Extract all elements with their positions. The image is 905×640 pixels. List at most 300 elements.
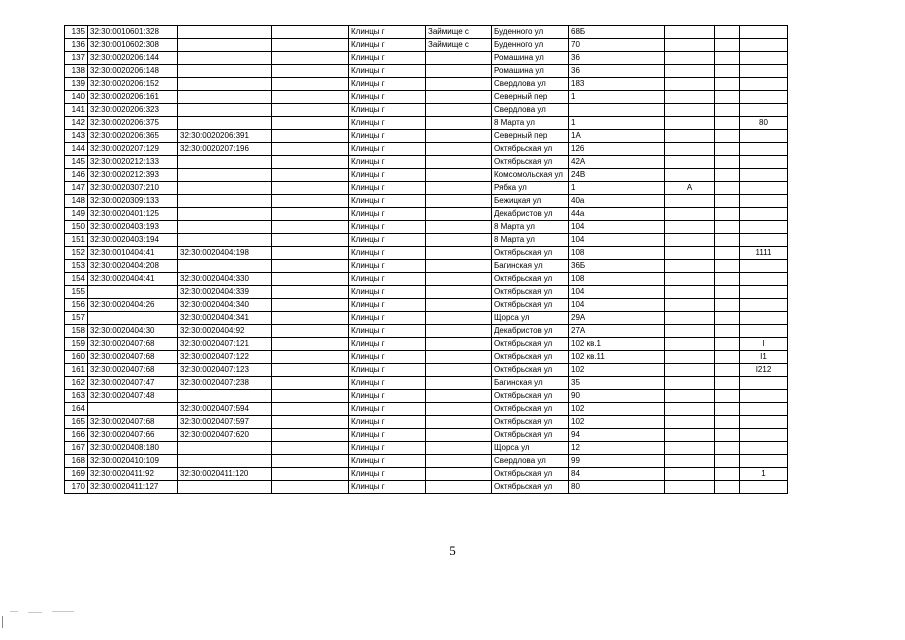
table-cell-col-3 xyxy=(272,130,349,143)
table-cell-col-2: 32:30:0020407:620 xyxy=(178,429,272,442)
table-cell-col-2: 32:30:0020407:238 xyxy=(178,377,272,390)
table-cell-col-2: 32:30:0020207:196 xyxy=(178,143,272,156)
table-cell-col-1: 32:30:0020206:161 xyxy=(88,91,178,104)
table-cell-col-0: 153 xyxy=(65,260,88,273)
table-cell-col-7: 24В xyxy=(569,169,665,182)
table-cell-col-10 xyxy=(740,208,788,221)
table-cell-col-10 xyxy=(740,169,788,182)
table-cell-col-9 xyxy=(715,234,740,247)
table-cell-col-3 xyxy=(272,182,349,195)
table-cell-col-0: 162 xyxy=(65,377,88,390)
table-cell-col-10: 1111 xyxy=(740,247,788,260)
table-cell-col-6: Ромашина ул xyxy=(492,65,569,78)
table-cell-col-3 xyxy=(272,351,349,364)
table-cell-col-3 xyxy=(272,325,349,338)
table-cell-col-1: 32:30:0020206:148 xyxy=(88,65,178,78)
table-cell-col-7: 183 xyxy=(569,78,665,91)
table-cell-col-4: Клинцы г xyxy=(349,442,426,455)
table-row xyxy=(65,65,788,78)
table-row xyxy=(65,377,788,390)
table-cell-col-5 xyxy=(426,234,492,247)
table-cell-col-8 xyxy=(665,299,715,312)
table-cell-col-8 xyxy=(665,260,715,273)
table-cell-col-3 xyxy=(272,416,349,429)
table-cell-col-2 xyxy=(178,234,272,247)
table-cell-col-3 xyxy=(272,143,349,156)
table-cell-col-2 xyxy=(178,156,272,169)
table-cell-col-9 xyxy=(715,130,740,143)
table-cell-col-4: Клинцы г xyxy=(349,208,426,221)
table-cell-col-7: 29А xyxy=(569,312,665,325)
table-row xyxy=(65,312,788,325)
table-cell-col-8 xyxy=(665,312,715,325)
table-cell-col-9 xyxy=(715,78,740,91)
table-cell-col-4: Клинцы г xyxy=(349,26,426,39)
table-cell-col-4: Клинцы г xyxy=(349,416,426,429)
table-cell-col-4: Клинцы г xyxy=(349,312,426,325)
table-cell-col-3 xyxy=(272,39,349,52)
table-cell-col-8 xyxy=(665,39,715,52)
table-cell-col-1: 32:30:0020407:68 xyxy=(88,364,178,377)
table-row xyxy=(65,117,788,130)
table-cell-col-0: 161 xyxy=(65,364,88,377)
table-row xyxy=(65,52,788,65)
table-cell-col-7: 102 xyxy=(569,416,665,429)
table-cell-col-1: 32:30:0020206:365 xyxy=(88,130,178,143)
table-cell-col-3 xyxy=(272,377,349,390)
table-cell-col-5 xyxy=(426,169,492,182)
scan-speck xyxy=(10,611,18,612)
table-cell-col-5 xyxy=(426,312,492,325)
table-cell-col-6: Октябрьская ул xyxy=(492,390,569,403)
table-cell-col-6: Буденного ул xyxy=(492,26,569,39)
table-cell-col-1: 32:30:0020410:109 xyxy=(88,455,178,468)
table-cell-col-1: 32:30:0020407:48 xyxy=(88,390,178,403)
table-cell-col-1: 32:30:0020407:66 xyxy=(88,429,178,442)
table-cell-col-6: Декабристов ул xyxy=(492,208,569,221)
table-cell-col-0: 152 xyxy=(65,247,88,260)
table-cell-col-7: 102 кв.1 xyxy=(569,338,665,351)
table-cell-col-8 xyxy=(665,468,715,481)
table-cell-col-10 xyxy=(740,377,788,390)
table-cell-col-3 xyxy=(272,78,349,91)
table-cell-col-9 xyxy=(715,260,740,273)
table-cell-col-9 xyxy=(715,65,740,78)
table-cell-col-3 xyxy=(272,429,349,442)
table-cell-col-9 xyxy=(715,208,740,221)
table-cell-col-1: 32:30:0020407:68 xyxy=(88,338,178,351)
table-cell-col-4: Клинцы г xyxy=(349,364,426,377)
table-cell-col-10 xyxy=(740,390,788,403)
table-cell-col-5 xyxy=(426,364,492,377)
table-cell-col-1 xyxy=(88,286,178,299)
table-row xyxy=(65,286,788,299)
table-cell-col-10 xyxy=(740,221,788,234)
table-cell-col-0: 137 xyxy=(65,52,88,65)
table-cell-col-0: 144 xyxy=(65,143,88,156)
table-cell-col-1: 32:30:0010602:308 xyxy=(88,39,178,52)
table-cell-col-2 xyxy=(178,52,272,65)
table-cell-col-4: Клинцы г xyxy=(349,78,426,91)
table-cell-col-8 xyxy=(665,234,715,247)
table-cell-col-0: 146 xyxy=(65,169,88,182)
table-cell-col-2: 32:30:0020404:341 xyxy=(178,312,272,325)
table-cell-col-7: 84 xyxy=(569,468,665,481)
table-cell-col-1: 32:30:0020404:26 xyxy=(88,299,178,312)
table-row xyxy=(65,416,788,429)
table-cell-col-6: 8 Марта ул xyxy=(492,221,569,234)
table-cell-col-4: Клинцы г xyxy=(349,117,426,130)
table-cell-col-9 xyxy=(715,377,740,390)
table-cell-col-7: 102 кв.11 xyxy=(569,351,665,364)
table-cell-col-10 xyxy=(740,312,788,325)
table-cell-col-3 xyxy=(272,286,349,299)
table-cell-col-7: 108 xyxy=(569,247,665,260)
table-cell-col-5 xyxy=(426,442,492,455)
table-cell-col-10 xyxy=(740,299,788,312)
table-cell-col-3 xyxy=(272,390,349,403)
table-cell-col-5 xyxy=(426,338,492,351)
table-cell-col-2: 32:30:0020404:330 xyxy=(178,273,272,286)
table-cell-col-5 xyxy=(426,286,492,299)
table-cell-col-0: 163 xyxy=(65,390,88,403)
table-cell-col-10 xyxy=(740,143,788,156)
table-cell-col-6: Щорса ул xyxy=(492,312,569,325)
table-cell-col-5 xyxy=(426,78,492,91)
table-cell-col-9 xyxy=(715,156,740,169)
table-cell-col-0: 135 xyxy=(65,26,88,39)
table-cell-col-9 xyxy=(715,143,740,156)
table-cell-col-2 xyxy=(178,117,272,130)
property-register-table xyxy=(64,25,788,494)
table-cell-col-9 xyxy=(715,26,740,39)
table-cell-col-6: Октябрьская ул xyxy=(492,468,569,481)
table-cell-col-9 xyxy=(715,351,740,364)
table-row xyxy=(65,143,788,156)
table-cell-col-8 xyxy=(665,195,715,208)
table-cell-col-6: Северный пер xyxy=(492,130,569,143)
table-cell-col-8 xyxy=(665,52,715,65)
table-cell-col-9 xyxy=(715,416,740,429)
table-cell-col-1: 32:30:0020206:152 xyxy=(88,78,178,91)
table-cell-col-5 xyxy=(426,195,492,208)
table-cell-col-3 xyxy=(272,26,349,39)
table-cell-col-0: 164 xyxy=(65,403,88,416)
table-cell-col-7: 94 xyxy=(569,429,665,442)
table-cell-col-9 xyxy=(715,403,740,416)
table-cell-col-10 xyxy=(740,429,788,442)
table-cell-col-6: Октябрьская ул xyxy=(492,247,569,260)
table-cell-col-1: 32:30:0020411:92 xyxy=(88,468,178,481)
page-number: 5 xyxy=(449,543,456,558)
table-cell-col-10 xyxy=(740,260,788,273)
table-cell-col-3 xyxy=(272,91,349,104)
table-cell-col-6: 8 Марта ул xyxy=(492,234,569,247)
table-cell-col-0: 150 xyxy=(65,221,88,234)
table-cell-col-6: Октябрьская ул xyxy=(492,416,569,429)
table-cell-col-10 xyxy=(740,481,788,494)
table-cell-col-3 xyxy=(272,221,349,234)
table-cell-col-2 xyxy=(178,260,272,273)
table-cell-col-9 xyxy=(715,455,740,468)
table-cell-col-9 xyxy=(715,364,740,377)
table-row xyxy=(65,351,788,364)
table-cell-col-5 xyxy=(426,377,492,390)
table-cell-col-4: Клинцы г xyxy=(349,91,426,104)
scan-speck xyxy=(28,612,42,613)
table-cell-col-0: 147 xyxy=(65,182,88,195)
table-row xyxy=(65,130,788,143)
table-cell-col-6: Октябрьская ул xyxy=(492,364,569,377)
table-cell-col-3 xyxy=(272,65,349,78)
table-cell-col-7: 126 xyxy=(569,143,665,156)
table-cell-col-1: 32:30:0020212:393 xyxy=(88,169,178,182)
table-cell-col-8 xyxy=(665,65,715,78)
table-cell-col-4: Клинцы г xyxy=(349,195,426,208)
table-cell-col-10 xyxy=(740,442,788,455)
table-cell-col-0: 168 xyxy=(65,455,88,468)
table-cell-col-9 xyxy=(715,299,740,312)
table-cell-col-7: 36 xyxy=(569,65,665,78)
table-cell-col-2 xyxy=(178,390,272,403)
table-cell-col-4: Клинцы г xyxy=(349,169,426,182)
table-cell-col-3 xyxy=(272,195,349,208)
table-cell-col-4: Клинцы г xyxy=(349,338,426,351)
table-cell-col-2 xyxy=(178,26,272,39)
table-cell-col-1: 32:30:0020403:193 xyxy=(88,221,178,234)
table-cell-col-2 xyxy=(178,104,272,117)
table-cell-col-10: I1 xyxy=(740,351,788,364)
table-cell-col-3 xyxy=(272,312,349,325)
table-cell-col-5 xyxy=(426,91,492,104)
table-cell-col-3 xyxy=(272,338,349,351)
table-cell-col-0: 160 xyxy=(65,351,88,364)
table-cell-col-0: 148 xyxy=(65,195,88,208)
table-cell-col-5 xyxy=(426,455,492,468)
table-cell-col-0: 138 xyxy=(65,65,88,78)
table-cell-col-9 xyxy=(715,338,740,351)
table-cell-col-4: Клинцы г xyxy=(349,104,426,117)
table-cell-col-1: 32:30:0010404:41 xyxy=(88,247,178,260)
table-cell-col-4: Клинцы г xyxy=(349,481,426,494)
table-cell-col-4: Клинцы г xyxy=(349,234,426,247)
table-cell-col-10 xyxy=(740,156,788,169)
table-row xyxy=(65,39,788,52)
table-cell-col-0: 156 xyxy=(65,299,88,312)
table-row xyxy=(65,26,788,39)
table-row xyxy=(65,364,788,377)
table-cell-col-10 xyxy=(740,104,788,117)
table-cell-col-8 xyxy=(665,429,715,442)
table-cell-col-1: 32:30:0020404:30 xyxy=(88,325,178,338)
table-cell-col-5 xyxy=(426,208,492,221)
table-cell-col-6: Рябка ул xyxy=(492,182,569,195)
table-cell-col-3 xyxy=(272,403,349,416)
table-row xyxy=(65,221,788,234)
table-cell-col-7: 90 xyxy=(569,390,665,403)
table-cell-col-1: 32:30:0020207:129 xyxy=(88,143,178,156)
table-row xyxy=(65,234,788,247)
table-cell-col-3 xyxy=(272,364,349,377)
table-cell-col-5 xyxy=(426,416,492,429)
table-cell-col-4: Клинцы г xyxy=(349,299,426,312)
table-cell-col-2: 32:30:0020407:123 xyxy=(178,364,272,377)
table-cell-col-3 xyxy=(272,52,349,65)
table-cell-col-5 xyxy=(426,390,492,403)
table-cell-col-6: Октябрьская ул xyxy=(492,338,569,351)
table-cell-col-3 xyxy=(272,156,349,169)
table-cell-col-6: Октябрьская ул xyxy=(492,143,569,156)
table-row xyxy=(65,299,788,312)
table-cell-col-8 xyxy=(665,364,715,377)
table-cell-col-7: 104 xyxy=(569,286,665,299)
table-cell-col-8 xyxy=(665,481,715,494)
table-cell-col-6: Октябрьская ул xyxy=(492,299,569,312)
table-cell-col-2 xyxy=(178,182,272,195)
table-cell-col-2 xyxy=(178,78,272,91)
table-cell-col-9 xyxy=(715,286,740,299)
table-cell-col-6: Свердлова ул xyxy=(492,104,569,117)
table-cell-col-4: Клинцы г xyxy=(349,247,426,260)
table-cell-col-3 xyxy=(272,455,349,468)
table-cell-col-10 xyxy=(740,130,788,143)
table-cell-col-4: Клинцы г xyxy=(349,455,426,468)
table-cell-col-3 xyxy=(272,234,349,247)
table-cell-col-1: 32:30:0020212:133 xyxy=(88,156,178,169)
table-cell-col-6: Бежицкая ул xyxy=(492,195,569,208)
table-cell-col-10 xyxy=(740,234,788,247)
table-cell-col-10 xyxy=(740,78,788,91)
table-cell-col-5 xyxy=(426,156,492,169)
table-cell-col-4: Клинцы г xyxy=(349,429,426,442)
table-cell-col-9 xyxy=(715,481,740,494)
table-cell-col-4: Клинцы г xyxy=(349,221,426,234)
table-cell-col-8 xyxy=(665,390,715,403)
table-cell-col-9 xyxy=(715,442,740,455)
table-cell-col-8 xyxy=(665,247,715,260)
table-cell-col-10 xyxy=(740,455,788,468)
table-cell-col-5 xyxy=(426,221,492,234)
table-cell-col-4: Клинцы г xyxy=(349,403,426,416)
table-cell-col-2: 32:30:0020404:92 xyxy=(178,325,272,338)
table-cell-col-5: Займище с xyxy=(426,26,492,39)
table-cell-col-5 xyxy=(426,403,492,416)
table-cell-col-7: 27А xyxy=(569,325,665,338)
table-cell-col-8 xyxy=(665,442,715,455)
table-cell-col-10 xyxy=(740,286,788,299)
table-cell-col-5: Займище с xyxy=(426,39,492,52)
table-row xyxy=(65,91,788,104)
table-row xyxy=(65,442,788,455)
table-cell-col-7: 99 xyxy=(569,455,665,468)
table-cell-col-9 xyxy=(715,91,740,104)
table-cell-col-0: 149 xyxy=(65,208,88,221)
table-cell-col-7: 1 xyxy=(569,91,665,104)
table-cell-col-6: Октябрьская ул xyxy=(492,403,569,416)
table-cell-col-10 xyxy=(740,91,788,104)
table-cell-col-10 xyxy=(740,273,788,286)
table-cell-col-1: 32:30:0020403:194 xyxy=(88,234,178,247)
table-cell-col-1 xyxy=(88,312,178,325)
table-cell-col-0: 170 xyxy=(65,481,88,494)
table-cell-col-5 xyxy=(426,117,492,130)
table-cell-col-6: Ромашина ул xyxy=(492,52,569,65)
table-cell-col-0: 143 xyxy=(65,130,88,143)
table-cell-col-8 xyxy=(665,26,715,39)
table-row xyxy=(65,455,788,468)
table-cell-col-7: 1 xyxy=(569,182,665,195)
table-row xyxy=(65,104,788,117)
table-cell-col-5 xyxy=(426,273,492,286)
table-cell-col-8 xyxy=(665,455,715,468)
table-cell-col-0: 165 xyxy=(65,416,88,429)
table-cell-col-1: 32:30:0010601:328 xyxy=(88,26,178,39)
table-cell-col-8 xyxy=(665,338,715,351)
table-cell-col-7: 68Б xyxy=(569,26,665,39)
table-cell-col-2 xyxy=(178,169,272,182)
table-cell-col-4: Клинцы г xyxy=(349,390,426,403)
table-cell-col-10 xyxy=(740,325,788,338)
table-cell-col-2 xyxy=(178,39,272,52)
table-cell-col-7: 12 xyxy=(569,442,665,455)
table-cell-col-8 xyxy=(665,403,715,416)
table-cell-col-5 xyxy=(426,104,492,117)
table-cell-col-4: Клинцы г xyxy=(349,351,426,364)
table-cell-col-9 xyxy=(715,52,740,65)
table-cell-col-0: 145 xyxy=(65,156,88,169)
table-cell-col-6: Октябрьская ул xyxy=(492,429,569,442)
table-cell-col-0: 166 xyxy=(65,429,88,442)
table-cell-col-7: 1 xyxy=(569,117,665,130)
table-cell-col-5 xyxy=(426,182,492,195)
table-cell-col-2 xyxy=(178,195,272,208)
table-cell-col-1: 32:30:0020307:210 xyxy=(88,182,178,195)
table-cell-col-3 xyxy=(272,208,349,221)
table-cell-col-10: 80 xyxy=(740,117,788,130)
table-cell-col-2 xyxy=(178,91,272,104)
table-cell-col-0: 151 xyxy=(65,234,88,247)
table-cell-col-1: 32:30:0020407:68 xyxy=(88,351,178,364)
table-cell-col-7 xyxy=(569,104,665,117)
table-cell-col-7: 104 xyxy=(569,299,665,312)
table-cell-col-7: 102 xyxy=(569,403,665,416)
table-cell-col-3 xyxy=(272,247,349,260)
table-cell-col-10: I212 xyxy=(740,364,788,377)
table-cell-col-4: Клинцы г xyxy=(349,143,426,156)
table-cell-col-0: 140 xyxy=(65,91,88,104)
table-cell-col-9 xyxy=(715,390,740,403)
table-cell-col-8 xyxy=(665,208,715,221)
table-cell-col-9 xyxy=(715,312,740,325)
table-row xyxy=(65,169,788,182)
table-cell-col-8 xyxy=(665,273,715,286)
table-cell-col-2: 32:30:0020404:339 xyxy=(178,286,272,299)
table-cell-col-10: I xyxy=(740,338,788,351)
table-row xyxy=(65,273,788,286)
table-cell-col-8 xyxy=(665,156,715,169)
table-cell-col-7: 102 xyxy=(569,364,665,377)
table-cell-col-8 xyxy=(665,325,715,338)
table-cell-col-6: 8 Марта ул xyxy=(492,117,569,130)
table-cell-col-7: 35 xyxy=(569,377,665,390)
table-cell-col-6: Буденного ул xyxy=(492,39,569,52)
table-cell-col-6: Октябрьская ул xyxy=(492,286,569,299)
table-cell-col-6: Комсомольская ул xyxy=(492,169,569,182)
table-cell-col-10 xyxy=(740,182,788,195)
table-cell-col-5 xyxy=(426,429,492,442)
table-cell-col-4: Клинцы г xyxy=(349,52,426,65)
table-cell-col-7: 70 xyxy=(569,39,665,52)
